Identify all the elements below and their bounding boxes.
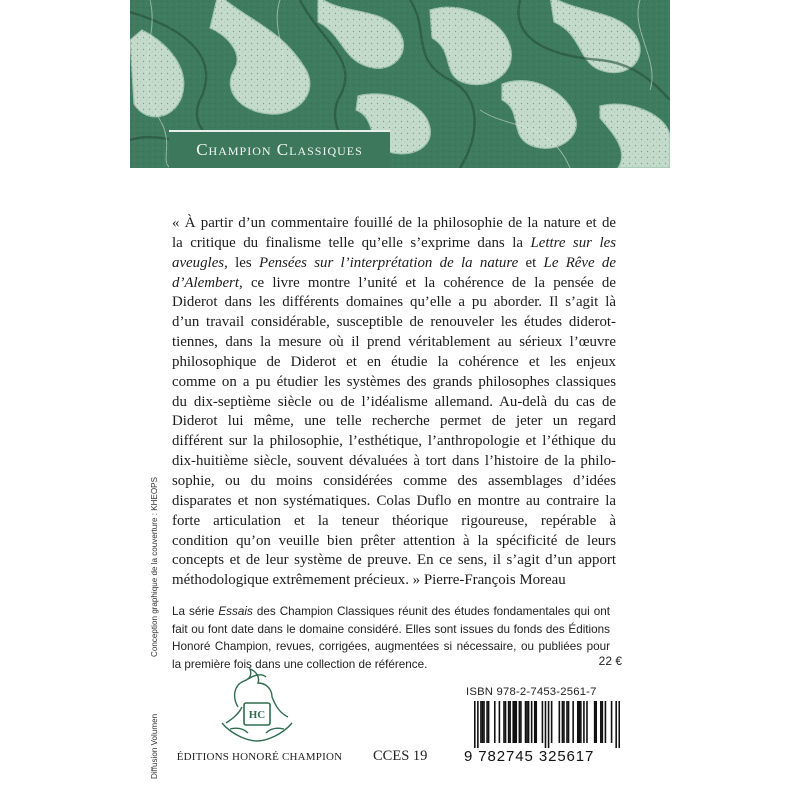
barcode-bar — [505, 701, 507, 743]
blurb-text: comme on a pu étudier les systèmes des grands philosophes classiques — [172, 373, 616, 390]
barcode-bar — [508, 701, 510, 743]
blurb-line — [172, 532, 616, 552]
blurb-line — [172, 353, 616, 373]
series-label-rest: Classiques — [276, 140, 363, 159]
blurb-line — [172, 512, 616, 532]
series-text-rest: des Champion Classiques réunit des études fondamentales qui ont fait ou font date dans le domaine considéré. Elles sont issues du fonds des Éditions Honoré Champion, revues, corrigées, augmentées si nécessaire, ou publiées pour la première fois dans une collection de référence. — [172, 605, 610, 671]
blurb-title-italic: Pensées sur l’interprétation de la nature — [258, 254, 519, 271]
blurb-text: du dix-septième siècle ou de l’idéalisme allemand. Au-delà du cas de — [172, 393, 616, 410]
barcode-bar — [594, 701, 596, 743]
barcode-bar — [615, 701, 617, 748]
blurb-text: différent sur la philosophie, l’esthétique, l’anthropologie et l’éthique du — [172, 433, 616, 450]
blurb-text: dix-huitième siècle, souvent dévaluées à tort dans l’histoire de la philo- — [172, 453, 616, 470]
series-name: Essais — [218, 605, 253, 618]
barcode-bar — [605, 701, 607, 743]
barcode-bar — [515, 701, 517, 743]
blurb-line — [172, 254, 616, 274]
barcode-bar — [583, 701, 585, 743]
blurb-title-italic: Le Rêve de — [543, 254, 616, 271]
blurb-text: , ce livre montre l’unité et la cohérence de la pensée de — [239, 274, 616, 291]
barcode-bar — [562, 701, 564, 743]
collection-number: CCES 19 — [373, 748, 428, 764]
isbn: ISBN 978-2-7453-2561-7 — [466, 686, 597, 698]
blurb-line — [172, 214, 616, 234]
barcode-bar — [480, 701, 482, 743]
barcode-bar — [580, 701, 582, 743]
barcode-bar — [512, 701, 514, 743]
blurb-text: disparates et non systématiques. Colas Duflo en montre au contraire la — [172, 492, 616, 509]
barcode-bar — [563, 701, 565, 743]
blurb-line — [172, 571, 616, 591]
blurb-title-italic: aveugles — [172, 254, 225, 271]
blurb-line — [172, 412, 616, 432]
blurb-line — [172, 452, 616, 472]
blurb-line — [172, 492, 616, 512]
barcode-bar — [534, 701, 536, 743]
blurb-text: , les — [224, 254, 259, 271]
blurb-line — [172, 393, 616, 413]
blurb-text: condition qu’on veuille bien prêter attention à la spécificité de leurs — [172, 532, 616, 549]
barcode-bar — [488, 701, 490, 743]
barcode-bar — [514, 701, 516, 743]
blurb-text: philosophique de Diderot et en étudie la cohérence et les enjeux — [172, 353, 616, 370]
barcode-bar — [483, 701, 485, 743]
barcode-bar — [586, 701, 588, 743]
blurb-text: sophie, ou du moins considérées comme des assemblages d’idées — [172, 472, 616, 489]
barcode-bar — [577, 701, 579, 743]
blurb-line — [172, 373, 616, 393]
blurb-line — [172, 333, 616, 353]
barcode-bar — [595, 701, 597, 743]
barcode-bar — [545, 701, 547, 748]
barcode-bar — [548, 701, 550, 748]
blurb-line — [172, 274, 616, 294]
barcode-bar — [499, 701, 501, 743]
blurb-text: « À partir d’un commentaire fouillé de la philosophie de la nature et de — [172, 215, 616, 231]
barcode-bar — [618, 701, 620, 748]
barcode-bar — [474, 701, 476, 748]
blurb-text: la critique du finalisme telle qu’elle s’exprime dans la — [172, 234, 531, 251]
barcode-bar — [528, 701, 530, 743]
blurb-line — [172, 313, 616, 333]
barcode-bar — [551, 701, 553, 743]
barcode-bar — [520, 701, 522, 743]
distribution-credit: Diffusion Volumen — [150, 713, 159, 779]
blurb-line — [172, 293, 616, 313]
blurb-text: et — [518, 254, 544, 271]
barcode-bar — [525, 701, 527, 743]
barcode-digits: 9 782745 325617 — [464, 748, 595, 765]
barcode-bar — [602, 701, 604, 743]
design-credit: Conception graphique de la couverture : KHEOPS — [150, 477, 159, 657]
barcode-bar — [509, 701, 511, 743]
barcode-bar — [519, 701, 521, 743]
barcode-bar — [482, 701, 484, 743]
blurb-title-italic: Lettre sur les — [530, 234, 616, 251]
barcode-bar — [542, 701, 544, 743]
blurb-line — [172, 551, 616, 571]
vertical-credits — [150, 467, 159, 779]
blurb-title-italic: d’Alembert — [172, 274, 239, 291]
blurb-line — [172, 432, 616, 452]
blurb-text: d’un travail considérable, susceptible de renouveler les études diderot- — [172, 314, 616, 331]
blurb-text: Diderot lui même, une telle recherche permet de jeter un regard — [172, 413, 616, 430]
price: 22 € — [598, 654, 622, 668]
barcode-bar — [611, 701, 613, 743]
barcode-bar — [503, 701, 505, 743]
blurb-text: tiennes, dans la mesure où il prend véritablement au sérieux l’œuvre — [172, 334, 616, 351]
blurb-text: Diderot dans les différents domaines qu’elle a pu aborder. Il s’agit là — [172, 294, 616, 311]
barcode-bar — [494, 701, 496, 743]
publisher-logo — [208, 657, 306, 747]
blurb-text: méthodologique extrêmement précieux. » Pierre-François Moreau — [172, 572, 566, 589]
barcode-bar — [535, 701, 537, 743]
back-cover-blurb — [172, 214, 616, 591]
barcode-bar — [531, 701, 533, 743]
barcode-bar — [486, 701, 488, 743]
publisher-name: ÉDITIONS HONORÉ CHAMPION — [176, 751, 343, 763]
blurb-line — [172, 234, 616, 254]
barcode-bar — [600, 701, 602, 743]
barcode-bar — [477, 701, 479, 748]
barcode-bar — [559, 701, 561, 743]
barcode — [474, 701, 620, 748]
blurb-line — [172, 472, 616, 492]
blurb-text: concepts et de leur système de preuve. En ce sens, il s’agit d’un apport — [172, 552, 616, 569]
logo-monogram: HC — [248, 709, 266, 721]
blurb-text: forte articulation et la teneur théorique rigoureuse, repérable à — [172, 512, 616, 529]
barcode-bar — [526, 701, 528, 743]
barcode-bar — [572, 701, 574, 743]
barcode-bar — [579, 701, 581, 743]
barcode-bar — [568, 701, 570, 743]
series-label-main: Champion — [196, 140, 272, 159]
series-label — [169, 130, 390, 168]
barcode-bar — [566, 701, 568, 743]
series-text-intro: La série — [172, 605, 219, 618]
